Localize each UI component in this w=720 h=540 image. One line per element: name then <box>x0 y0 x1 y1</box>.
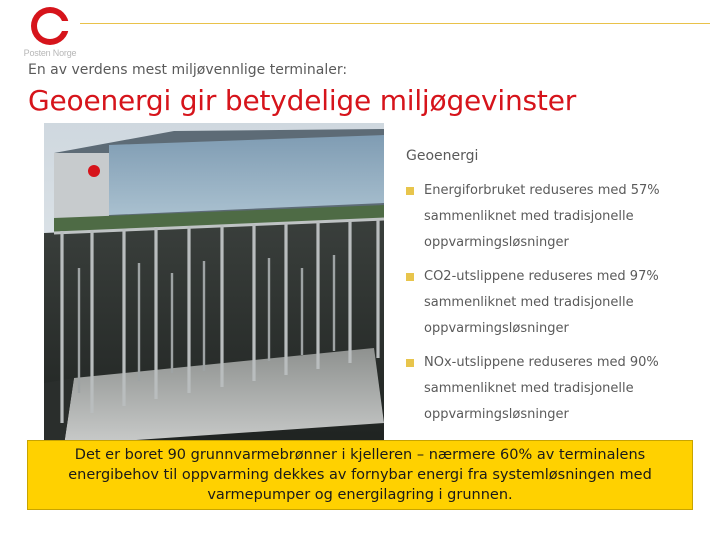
page-subtitle: En av verdens mest miljøvennlige terminaler: <box>28 62 348 78</box>
bullet-line: sammenliknet med tradisjonelle <box>424 381 634 396</box>
bullet-line: oppvarmingsløsninger <box>424 407 569 422</box>
posten-logo-icon <box>30 6 70 46</box>
callout-box <box>27 440 693 510</box>
bullet-nox <box>406 350 706 428</box>
bullet-square-icon <box>406 359 414 367</box>
logo-text: Posten Norge <box>23 48 77 58</box>
bullet-line: sammenliknet med tradisjonelle <box>424 295 634 310</box>
bullet-line: oppvarmingsløsninger <box>424 321 569 336</box>
bullet-line: CO2-utslippene reduseres med 97% <box>424 269 659 284</box>
bullet-line: sammenliknet med tradisjonelle <box>424 209 634 224</box>
bullet-line: NOx-utslippene reduseres med 90% <box>424 355 659 370</box>
bullet-line: Energiforbruket reduseres med 57% <box>424 183 660 198</box>
bullet-line: oppvarmingsløsninger <box>424 235 569 250</box>
bullet-square-icon <box>406 273 414 281</box>
page-title: Geoenergi gir betydelige miljøgevinster <box>28 84 577 117</box>
bullet-co2 <box>406 264 706 342</box>
posten-logo <box>16 4 84 60</box>
geothermal-building-illustration <box>44 123 384 445</box>
geoenergi-panel <box>406 148 706 436</box>
bullet-energy <box>406 178 706 256</box>
callout-text: Det er boret 90 grunnvarmebrønner i kjelleren – nærmere 60% av terminalens energibehov til oppvarming dekkes av fornybar energi fra systemløsningen med varmepumper og energilagring i grunnen. <box>68 447 652 503</box>
header-divider <box>80 23 710 24</box>
bullet-square-icon <box>406 187 414 195</box>
panel-heading: Geoenergi <box>406 148 479 164</box>
